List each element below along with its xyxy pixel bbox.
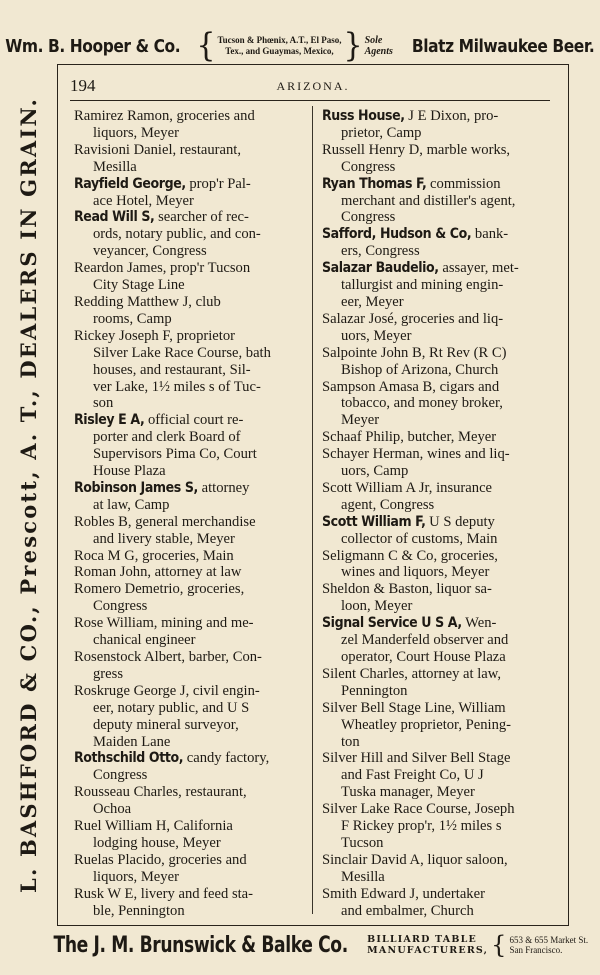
entry-text: club bbox=[191, 293, 221, 310]
running-head: ARIZONA. bbox=[276, 79, 350, 93]
directory-entry bbox=[322, 514, 553, 548]
top-advertisement bbox=[0, 26, 600, 66]
entry-text: prop'r Tucson bbox=[166, 260, 251, 277]
bottom-ad-addr1: 653 & 655 Market St. bbox=[509, 934, 589, 945]
entry-name: Reardon James, bbox=[74, 260, 167, 277]
directory-entry bbox=[74, 142, 304, 176]
entry-text: barber, Con- bbox=[185, 649, 262, 665]
directory-entry bbox=[74, 649, 304, 683]
entry-continuation: Congress bbox=[341, 209, 396, 226]
entry-continuation: eer, Meyer bbox=[341, 293, 404, 310]
entry-name: Redding Matthew J, bbox=[74, 293, 192, 310]
directory-entry bbox=[74, 852, 304, 886]
entry-name: Seligmann C & Co, bbox=[322, 547, 438, 564]
entry-continuation: prietor, Camp bbox=[341, 124, 422, 141]
entry-continuation: gress bbox=[93, 665, 123, 682]
entry-continuation: tobacco, and money broker, bbox=[341, 395, 503, 412]
entry-text: bank- bbox=[471, 226, 509, 243]
entry-first-line bbox=[322, 750, 510, 766]
entry-continuation: Tuska manager, Meyer bbox=[341, 784, 475, 801]
directory-entry bbox=[322, 852, 553, 886]
entry-text: assayer, met- bbox=[438, 260, 519, 277]
entry-continuation: houses, and restaurant, Sil- bbox=[93, 361, 251, 378]
entry-continuation: Congress bbox=[93, 598, 148, 615]
entry-name: Schayer Herman, bbox=[322, 446, 424, 463]
entry-continuation: and embalmer, Church bbox=[341, 902, 474, 919]
directory-entry bbox=[74, 615, 304, 649]
entry-name: Robinson James S, bbox=[74, 479, 198, 496]
entry-continuation: liquors, Meyer bbox=[93, 868, 179, 885]
top-ad-locations-line2: Tex., and Guaymas, Mexico, bbox=[225, 46, 334, 56]
entry-name: Romero Demetrio, bbox=[74, 581, 184, 598]
entry-text: wines and liq- bbox=[423, 446, 510, 463]
entry-continuation: ble, Pennington bbox=[93, 902, 185, 919]
directory-entry bbox=[74, 294, 304, 328]
entry-continuation: deputy mineral surveyor, bbox=[93, 716, 239, 733]
entry-continuation: and livery stable, Meyer bbox=[93, 530, 235, 547]
entry-first-line bbox=[74, 615, 254, 631]
entry-continuation: tallurgist and mining engin- bbox=[341, 277, 504, 294]
directory-entry bbox=[322, 260, 553, 311]
entry-text: undertaker bbox=[418, 885, 485, 902]
entry-name: Rose William, bbox=[74, 615, 158, 632]
entry-name: Roca M G, bbox=[74, 547, 139, 564]
entry-continuation: Mesilla bbox=[341, 868, 385, 885]
entry-text: general merchandise bbox=[131, 513, 256, 530]
entry-continuation: veyancer, Congress bbox=[93, 243, 207, 260]
entry-first-line bbox=[74, 750, 269, 766]
entry-continuation: wines and liquors, Meyer bbox=[341, 564, 490, 581]
directory-entry bbox=[74, 818, 304, 852]
entry-text: livery and feed sta- bbox=[137, 885, 254, 902]
entry-text: marble works, bbox=[422, 141, 511, 158]
entry-continuation: F Rickey prop'r, 1½ miles s bbox=[341, 818, 502, 835]
entry-continuation: Ochoa bbox=[93, 801, 132, 818]
top-ad-sole-agents bbox=[365, 35, 393, 57]
entry-continuation: Supervisors Pima Co, Court bbox=[93, 446, 257, 463]
entry-first-line bbox=[74, 784, 247, 800]
entry-continuation: Congress bbox=[93, 767, 148, 784]
entry-first-line bbox=[74, 564, 241, 580]
entry-continuation: Meyer bbox=[341, 412, 380, 429]
entry-continuation: Wheatley proprietor, Pening- bbox=[341, 716, 512, 733]
header-rule bbox=[70, 100, 550, 101]
entry-name: Ryan Thomas F, bbox=[322, 175, 427, 192]
entry-text: California bbox=[170, 818, 233, 835]
entry-name: Russ House, bbox=[322, 108, 405, 124]
directory-entry bbox=[322, 176, 553, 227]
directory-entry bbox=[322, 700, 553, 751]
directory-entry bbox=[74, 683, 304, 751]
top-ad-locations-line1: Tucson & Phœnix, A.T., El Paso, bbox=[217, 35, 342, 45]
top-ad-locations bbox=[217, 35, 341, 57]
directory-entry bbox=[322, 379, 553, 430]
directory-entry bbox=[322, 429, 553, 446]
entry-continuation: Mesilla bbox=[93, 158, 137, 175]
entry-continuation: rooms, Camp bbox=[93, 310, 172, 327]
entry-continuation: Silver Lake Race Course, bath bbox=[93, 344, 271, 361]
entry-continuation: zel Manderfeld observer and bbox=[341, 632, 509, 649]
entry-first-line bbox=[322, 666, 501, 682]
entry-name: Ruel William H, bbox=[74, 818, 171, 835]
directory-entry bbox=[322, 666, 553, 700]
entry-name: Rayfield George, bbox=[74, 175, 186, 192]
entry-text: groceries and liq- bbox=[397, 310, 504, 327]
directory-entry bbox=[322, 311, 553, 345]
entry-text: cigars and bbox=[435, 378, 500, 395]
directory-entry bbox=[322, 142, 553, 176]
entry-name: Read Will S, bbox=[74, 209, 155, 226]
directory-entry bbox=[74, 209, 304, 260]
entry-text: William bbox=[454, 699, 506, 716]
entry-continuation: chanical engineer bbox=[93, 632, 196, 649]
entry-first-line bbox=[74, 294, 221, 310]
entry-continuation: Tucson bbox=[341, 834, 384, 851]
entry-text: groceries and bbox=[172, 108, 255, 124]
entry-text: mining and me- bbox=[157, 615, 254, 632]
entry-name: Roman John, bbox=[74, 564, 152, 581]
entry-name: Safford, Hudson & Co, bbox=[322, 226, 472, 243]
entry-continuation: ver Lake, 1½ miles s of Tuc- bbox=[93, 378, 261, 395]
entry-continuation: operator, Court House Plaza bbox=[341, 649, 506, 665]
entry-continuation: House Plaza bbox=[93, 463, 166, 480]
entry-name: Russell Henry D, bbox=[322, 141, 423, 158]
entry-continuation: Bishop of Arizona, Church bbox=[341, 361, 499, 378]
bottom-ad-address bbox=[509, 935, 588, 956]
entry-name: Silver Bell Stage Line, bbox=[322, 699, 455, 716]
bottom-ad-line2: MANUFACTURERS, bbox=[367, 945, 489, 956]
entry-text: attorney at law bbox=[151, 564, 242, 581]
entry-first-line bbox=[74, 852, 247, 868]
entry-first-line bbox=[322, 311, 503, 327]
entry-continuation: uors, Meyer bbox=[341, 327, 412, 344]
entry-name: Risley E A, bbox=[74, 412, 145, 429]
entry-text: attorney at law, bbox=[407, 665, 502, 682]
entry-name: Sinclair David A, bbox=[322, 851, 424, 868]
bottom-ad-line1: BILLIARD TABLE bbox=[367, 934, 477, 945]
directory-entry bbox=[322, 750, 553, 801]
entry-first-line bbox=[74, 176, 251, 192]
left-column bbox=[74, 108, 304, 920]
entry-first-line bbox=[74, 260, 250, 276]
entry-first-line bbox=[322, 886, 485, 902]
top-ad-sole: Sole bbox=[364, 35, 383, 46]
entry-text: attorney bbox=[197, 479, 250, 496]
entry-text: searcher of rec- bbox=[154, 209, 249, 226]
entry-continuation: at law, Camp bbox=[93, 496, 170, 513]
entry-text: Wen- bbox=[461, 615, 497, 632]
entry-name: Rickey Joseph F, bbox=[74, 327, 173, 344]
directory-entry bbox=[74, 886, 304, 920]
entry-name: Silver Hill and Silver Bell Stage bbox=[322, 750, 511, 767]
entry-first-line bbox=[322, 226, 508, 242]
entry-continuation: and Fast Freight Co, U J bbox=[341, 767, 484, 784]
directory-entry bbox=[74, 581, 304, 615]
entry-continuation: loon, Meyer bbox=[341, 598, 413, 615]
entry-text: candy factory, bbox=[183, 750, 270, 767]
entry-name: Rosenstock Albert, bbox=[74, 649, 186, 665]
directory-entry bbox=[74, 514, 304, 548]
directory-entry bbox=[322, 108, 553, 142]
entry-first-line bbox=[74, 649, 262, 665]
column-divider bbox=[312, 106, 313, 914]
entry-text: groceries and bbox=[164, 851, 247, 868]
directory-entry bbox=[322, 615, 553, 666]
directory-entry bbox=[322, 581, 553, 615]
entry-first-line bbox=[74, 328, 235, 344]
entry-text: groceries, bbox=[183, 581, 245, 598]
entry-text: J E Dixon, pro- bbox=[404, 108, 499, 124]
entry-first-line bbox=[74, 683, 260, 699]
directory-entry bbox=[74, 548, 304, 565]
directory-entry bbox=[74, 750, 304, 784]
entry-first-line bbox=[322, 615, 496, 631]
directory-entry bbox=[74, 328, 304, 413]
side-advertisement: L. BASHFORD & CO., Prescott, A. T., DEALERS IN GRAIN. bbox=[15, 96, 41, 894]
directory-entry bbox=[322, 446, 553, 480]
entry-first-line bbox=[322, 108, 498, 124]
entry-first-line bbox=[322, 142, 510, 158]
entry-text: U S deputy bbox=[425, 513, 495, 530]
entry-text: groceries, bbox=[437, 547, 498, 564]
directory-entry bbox=[322, 345, 553, 379]
entry-continuation: eer, notary public, and U S bbox=[93, 699, 250, 716]
entry-first-line bbox=[322, 548, 498, 564]
directory-entry bbox=[322, 886, 553, 920]
directory-entry bbox=[74, 260, 304, 294]
entry-name: Salazar Baudelio, bbox=[322, 260, 439, 277]
entry-name: Silver Lake Race Course, bbox=[322, 801, 472, 818]
directory-entry bbox=[74, 176, 304, 210]
entry-text: restaurant, bbox=[176, 141, 241, 158]
directory-entry bbox=[322, 548, 553, 582]
entry-first-line bbox=[74, 581, 244, 597]
entry-text: proprietor bbox=[172, 327, 235, 344]
brace-left: { bbox=[196, 26, 216, 65]
entry-continuation: ords, notary public, and con- bbox=[93, 226, 261, 243]
right-column bbox=[322, 108, 553, 920]
entry-name: Scott William F, bbox=[322, 513, 426, 530]
entry-text: Rt Rev (R C) bbox=[425, 344, 507, 361]
brace-right: } bbox=[343, 26, 363, 65]
entry-continuation: ers, Congress bbox=[341, 243, 420, 260]
entry-name: Rothschild Otto, bbox=[74, 750, 184, 767]
entry-first-line bbox=[74, 480, 249, 496]
entry-name: Sheldon & Baston, bbox=[322, 581, 433, 598]
entry-name: Signal Service U S A, bbox=[322, 615, 462, 632]
entry-continuation: ace Hotel, Meyer bbox=[93, 192, 194, 209]
entry-first-line bbox=[322, 379, 499, 395]
bottom-ad-addr2: San Francisco. bbox=[509, 945, 563, 955]
entry-text: groceries, Main bbox=[138, 547, 234, 564]
entry-text: official court re- bbox=[144, 412, 244, 429]
brace-left: { bbox=[491, 931, 507, 959]
directory-entry bbox=[322, 226, 553, 260]
directory-entry bbox=[74, 784, 304, 818]
entry-name: Sampson Amasa B, bbox=[322, 378, 436, 395]
entry-text: insurance bbox=[432, 479, 493, 496]
entry-name: Silent Charles, bbox=[322, 665, 408, 682]
entry-name: Smith Edward J, bbox=[322, 885, 419, 902]
directory-entry bbox=[322, 801, 553, 852]
top-ad-firm: Wm. B. Hooper & Co. bbox=[5, 35, 181, 57]
directory-entry bbox=[74, 480, 304, 514]
entry-first-line bbox=[74, 412, 243, 428]
entry-first-line bbox=[322, 852, 508, 868]
entry-name: Salazar José, bbox=[322, 310, 398, 327]
entry-first-line bbox=[322, 260, 519, 276]
bottom-advertisement bbox=[0, 925, 600, 965]
entry-name: Ramirez Ramon, bbox=[74, 108, 173, 124]
entry-name: Roskruge George J, bbox=[74, 682, 190, 699]
bottom-ad-firm: The J. M. Brunswick & Balke Co. bbox=[53, 932, 348, 958]
entry-continuation: liquors, Meyer bbox=[93, 124, 179, 141]
entry-text: Joseph bbox=[471, 801, 515, 818]
entry-continuation: City Stage Line bbox=[93, 277, 185, 294]
entry-first-line bbox=[322, 514, 495, 530]
entry-name: Ravisioni Daniel, bbox=[74, 141, 177, 158]
entry-continuation: son bbox=[93, 395, 114, 412]
entry-text: civil engin- bbox=[189, 682, 260, 699]
entry-first-line bbox=[74, 548, 234, 564]
entry-text: liquor saloon, bbox=[423, 851, 508, 868]
entry-text: liquor sa- bbox=[432, 581, 492, 598]
entry-name: Ruelas Placido, bbox=[74, 851, 165, 868]
entry-first-line bbox=[322, 581, 492, 597]
entry-first-line bbox=[74, 142, 241, 158]
entry-continuation: porter and clerk Board of bbox=[93, 429, 241, 446]
entry-continuation: agent, Congress bbox=[341, 496, 435, 513]
entry-continuation: ton bbox=[341, 733, 360, 750]
entry-name: Rousseau Charles, bbox=[74, 784, 182, 801]
entry-continuation: Pennington bbox=[341, 682, 408, 699]
entry-name: Robles B, bbox=[74, 513, 132, 530]
directory-entry bbox=[74, 564, 304, 581]
entry-first-line bbox=[322, 446, 510, 462]
entry-first-line bbox=[74, 886, 253, 902]
entry-continuation: merchant and distiller's agent, bbox=[341, 192, 516, 209]
directory-entry bbox=[74, 412, 304, 480]
entry-first-line bbox=[74, 209, 249, 225]
entry-name: Salpointe John B, bbox=[322, 344, 426, 361]
directory-entry bbox=[322, 480, 553, 514]
top-ad-agents: Agents bbox=[364, 46, 393, 57]
entry-first-line bbox=[322, 480, 492, 496]
directory-entry bbox=[74, 108, 304, 142]
entry-continuation: Congress bbox=[341, 158, 396, 175]
entry-name: Scott William A Jr, bbox=[322, 479, 433, 496]
entry-name: Rusk W E, bbox=[74, 885, 138, 902]
entry-first-line bbox=[322, 176, 501, 192]
entry-continuation: Maiden Lane bbox=[93, 733, 171, 750]
entry-text: restaurant, bbox=[181, 784, 247, 801]
entry-first-line bbox=[74, 818, 233, 834]
entry-text: butcher, Meyer bbox=[403, 429, 497, 446]
entry-continuation: lodging house, Meyer bbox=[93, 834, 221, 851]
entry-continuation: uors, Camp bbox=[341, 463, 409, 480]
page-number: 194 bbox=[70, 76, 96, 95]
entry-first-line bbox=[322, 700, 506, 716]
top-ad-product: Blatz Milwaukee Beer. bbox=[411, 35, 595, 57]
entry-text: prop'r Pal- bbox=[185, 175, 251, 192]
entry-name: Schaaf Philip, bbox=[322, 429, 404, 446]
entry-first-line bbox=[322, 801, 515, 817]
entry-text: commission bbox=[426, 175, 501, 192]
entry-first-line bbox=[322, 345, 506, 361]
entry-first-line bbox=[74, 108, 255, 124]
entry-continuation: collector of customs, Main bbox=[341, 530, 498, 547]
bottom-ad-trade bbox=[367, 934, 488, 956]
entry-first-line bbox=[322, 429, 496, 445]
entry-first-line bbox=[74, 514, 256, 530]
